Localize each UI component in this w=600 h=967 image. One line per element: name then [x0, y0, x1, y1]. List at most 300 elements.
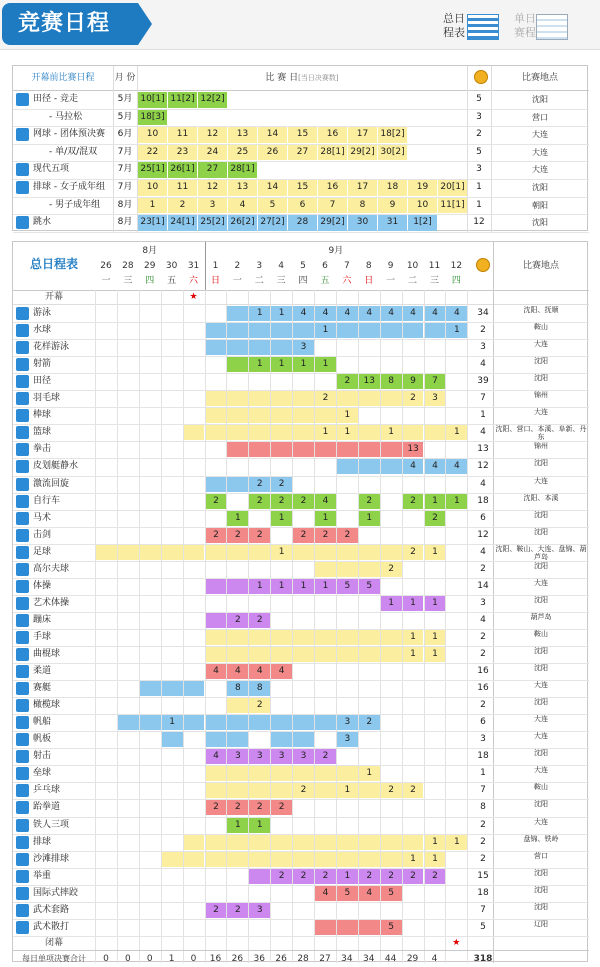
sport-name: 水球	[33, 325, 52, 336]
schedule-cell: 2	[206, 903, 227, 918]
day-number: 4	[278, 261, 284, 271]
schedule-cell	[206, 408, 227, 423]
sport-golds: 3	[480, 342, 486, 353]
schedule-cell	[359, 442, 380, 457]
table1-date-cell: 11	[168, 127, 197, 143]
sport-icon	[16, 580, 29, 593]
schedule-cell	[140, 715, 161, 730]
schedule-cell	[184, 835, 205, 850]
table1-date-cell: 8	[348, 198, 377, 214]
sport-name: 武术散打	[33, 921, 70, 932]
table1-dates-header: 比 赛 日[当日决赛数]	[265, 73, 339, 83]
table1-row-venue: 大连	[532, 130, 548, 140]
schedule-cell	[315, 783, 336, 798]
sport-icon	[16, 460, 29, 473]
schedule-cell: 4	[446, 459, 467, 474]
schedule-cell: 5	[337, 579, 358, 594]
schedule-cell: 1	[249, 818, 270, 833]
schedule-cell	[227, 357, 248, 372]
sport-venue: 沈阳、鞍山、大连、盘锦、葫芦岛	[495, 544, 587, 561]
sport-golds: 14	[477, 580, 489, 591]
schedule-cell	[227, 408, 248, 423]
table1-row-month: 6月	[117, 129, 133, 140]
schedule-cell: 2	[315, 749, 336, 764]
table1-date-cell: 29[2]	[318, 215, 347, 231]
sport-name: 拳击	[33, 444, 52, 455]
table1-date-cell: 3	[198, 198, 227, 214]
schedule-cell	[315, 562, 336, 577]
schedule-cell	[184, 681, 205, 696]
daily-schedule-icon[interactable]	[536, 14, 568, 40]
sport-icon	[16, 546, 29, 559]
table1-row-name: - 单/双/混双	[49, 146, 98, 157]
table1-date-cell: 17	[348, 180, 377, 196]
daily-total: 34	[363, 953, 375, 964]
schedule-cell	[249, 783, 270, 798]
sport-venue: 沈阳	[534, 664, 548, 673]
table1-row-name: 跳水	[33, 217, 52, 228]
schedule-cell: 1	[249, 357, 270, 372]
table1-date-cell: 23[1]	[138, 215, 167, 231]
schedule-cell	[293, 425, 314, 440]
schedule-cell	[271, 835, 292, 850]
weekday: 日	[210, 276, 220, 286]
table1-venue-header: 比赛地点	[521, 73, 558, 83]
sport-golds: 7	[480, 393, 486, 404]
sport-name: 自行车	[33, 495, 61, 506]
table1-date-cell: 25	[228, 145, 257, 161]
schedule-cell	[293, 391, 314, 406]
sport-golds: 12	[477, 529, 489, 540]
schedule-cell	[337, 391, 358, 406]
schedule-cell: 2	[206, 800, 227, 815]
table1-date-cell: 26[2]	[228, 215, 257, 231]
daily-total: 34	[341, 953, 353, 964]
schedule-cell: 1	[249, 306, 270, 321]
schedule-cell: 1	[337, 425, 358, 440]
schedule-cell	[162, 852, 183, 867]
schedule-cell: 2	[227, 613, 248, 628]
sport-golds: 13	[477, 444, 489, 455]
table1-date-cell: 27	[288, 145, 317, 161]
sport-venue: 大连	[534, 340, 548, 349]
sport-golds: 34	[477, 308, 489, 318]
schedule-cell: 1	[271, 306, 292, 321]
day-number: 9	[387, 261, 394, 271]
gold-medal-icon	[474, 70, 488, 84]
table1-row-name: 网球 - 团体预决赛	[33, 129, 105, 140]
table1-date-cell: 18	[378, 180, 407, 196]
schedule-cell	[271, 630, 292, 645]
schedule-cell: 1	[271, 511, 292, 526]
schedule-cell	[337, 647, 358, 662]
sport-name: 激流回旋	[33, 478, 70, 489]
schedule-cell: 1	[381, 425, 402, 440]
sport-golds: 2	[480, 563, 486, 574]
sport-name: 篮球	[33, 427, 52, 438]
schedule-cell: 2	[249, 800, 270, 815]
schedule-cell	[381, 630, 402, 645]
sport-venue: 大连	[534, 766, 548, 775]
schedule-cell	[206, 340, 227, 355]
schedule-cell: 5	[337, 886, 358, 901]
daily-total: 1	[168, 953, 175, 964]
table1-date-cell: 6	[288, 198, 317, 214]
schedule-cell	[315, 442, 336, 457]
schedule-cell	[315, 647, 336, 662]
schedule-cell	[227, 647, 248, 662]
schedule-cell	[249, 408, 270, 423]
sport-venue: 沈阳、本溪	[523, 493, 559, 502]
schedule-cell	[381, 442, 402, 457]
schedule-cell	[359, 920, 380, 935]
sport-golds: 6	[480, 717, 486, 728]
sport-venue: 沈阳	[534, 374, 548, 383]
schedule-cell: 8	[227, 681, 248, 696]
schedule-cell	[425, 425, 446, 440]
table1-date-cell: 1[2]	[408, 215, 437, 231]
schedule-cell: 2	[271, 800, 292, 815]
table1-row-venue: 沈阳	[532, 218, 548, 228]
sport-venue: 辽阳	[534, 919, 548, 928]
schedule-cell: 1	[446, 323, 467, 338]
schedule-cell: 2	[249, 613, 270, 628]
sport-golds: 12	[477, 461, 489, 472]
table1-row-name: - 男子成年组	[49, 199, 101, 210]
closing-star-icon: ★	[452, 937, 461, 948]
total-schedule-tab[interactable]: 总日 程表	[443, 12, 465, 39]
table1-date-cell: 31	[378, 215, 407, 231]
schedule-cell	[359, 852, 380, 867]
schedule-cell	[359, 835, 380, 850]
sport-golds: 39	[477, 376, 489, 387]
table1-date-cell: 20[1]	[438, 180, 467, 196]
sport-icon	[16, 716, 29, 729]
table1-date-cell: 19	[408, 180, 437, 196]
daily-total: 27	[319, 953, 331, 964]
schedule-cell: 3	[249, 903, 270, 918]
table1-date-cell: 9	[378, 198, 407, 214]
sport-name: 手球	[33, 631, 52, 642]
sport-venue: 沈阳	[534, 595, 548, 604]
schedule-cell	[249, 647, 270, 662]
schedule-cell: 2	[403, 494, 424, 509]
schedule-cell: 1	[425, 494, 446, 509]
table1-date-cell: 14	[258, 127, 287, 143]
sport-venue: 沈阳	[534, 647, 548, 655]
schedule-cell	[206, 766, 227, 781]
schedule-cell: 2	[381, 869, 402, 884]
sport-golds: 2	[480, 819, 486, 830]
schedule-cell	[293, 715, 314, 730]
sport-icon	[16, 648, 29, 661]
schedule-cell	[271, 391, 292, 406]
sport-name: 橄榄球	[33, 700, 61, 711]
schedule-cell: 1	[425, 852, 446, 867]
sport-venue: 大连	[534, 578, 548, 587]
schedule-cell	[206, 835, 227, 850]
table1-date-cell: 30[2]	[378, 145, 407, 161]
sport-golds: 2	[480, 836, 486, 847]
schedule-cell	[337, 545, 358, 560]
day-number: 6	[322, 261, 328, 271]
schedule-cell	[403, 835, 424, 850]
table1-date-cell: 24[1]	[168, 215, 197, 231]
schedule-cell: 4	[249, 664, 270, 679]
schedule-cell: 2	[359, 494, 380, 509]
overall-schedule-table	[12, 241, 588, 962]
sport-golds: 2	[480, 325, 486, 336]
sport-venue: 鞍山	[534, 783, 548, 792]
sport-name: 棒球	[33, 410, 52, 421]
total-schedule-icon[interactable]	[467, 14, 499, 40]
schedule-cell: 2	[403, 391, 424, 406]
table1-date-cell: 14	[258, 180, 287, 196]
schedule-cell: 4	[337, 306, 358, 321]
schedule-cell	[315, 835, 336, 850]
schedule-cell: 1	[381, 596, 402, 611]
schedule-cell: 1	[446, 835, 467, 850]
sport-icon	[16, 836, 29, 849]
schedule-cell	[249, 323, 270, 338]
schedule-cell	[381, 852, 402, 867]
table1-date-cell: 28	[288, 215, 317, 231]
schedule-cell	[293, 732, 314, 747]
table1-date-cell: 11	[168, 180, 197, 196]
sport-golds: 4	[480, 478, 486, 489]
schedule-cell	[271, 340, 292, 355]
sport-name: 帆船	[33, 717, 52, 728]
schedule-cell	[184, 852, 205, 867]
table1-date-cell: 10	[408, 198, 437, 214]
sport-venue: 沈阳	[534, 885, 548, 894]
schedule-cell	[249, 852, 270, 867]
schedule-cell: 13	[359, 374, 380, 389]
schedule-cell	[315, 545, 336, 560]
schedule-cell	[206, 783, 227, 798]
schedule-cell	[249, 545, 270, 560]
schedule-cell	[337, 835, 358, 850]
schedule-cell	[337, 920, 358, 935]
sport-venue: 沈阳	[534, 561, 548, 570]
daily-total: 4	[431, 953, 438, 964]
schedule-cell	[337, 852, 358, 867]
schedule-cell: 3	[337, 732, 358, 747]
weekday: 四	[145, 276, 155, 286]
table1-date-cell: 5	[258, 198, 287, 214]
day-number: 10	[406, 261, 419, 271]
schedule-cell: 5	[381, 886, 402, 901]
sport-name: 射击	[33, 751, 52, 762]
daily-total: 29	[406, 953, 419, 964]
schedule-cell	[315, 715, 336, 730]
table1-date-cell: 25[2]	[198, 215, 227, 231]
schedule-cell	[227, 340, 248, 355]
schedule-cell	[293, 766, 314, 781]
schedule-cell: 3	[337, 715, 358, 730]
table1-date-cell: 2	[168, 198, 197, 214]
sport-venue: 沈阳	[534, 510, 548, 519]
table1-date-cell: 12[2]	[198, 92, 227, 108]
schedule-cell	[359, 562, 380, 577]
schedule-cell: 1	[315, 579, 336, 594]
schedule-cell	[206, 630, 227, 645]
schedule-cell	[184, 545, 205, 560]
schedule-cell	[425, 323, 446, 338]
sport-name: 皮划艇静水	[33, 461, 79, 472]
sport-icon	[16, 921, 29, 934]
schedule-cell: 3	[271, 749, 292, 764]
sport-venue: 大连	[534, 732, 548, 741]
page-title: 竞赛日程	[2, 3, 138, 45]
schedule-cell	[249, 715, 270, 730]
schedule-cell	[227, 391, 248, 406]
weekday: 二	[254, 276, 264, 286]
schedule-cell	[249, 835, 270, 850]
sport-icon	[16, 614, 29, 627]
table1-dates-note: [当日决赛数]	[298, 74, 339, 82]
schedule-cell: 3	[227, 749, 248, 764]
table1-date-cell: 13	[228, 180, 257, 196]
schedule-cell	[271, 425, 292, 440]
weekday: 三	[123, 276, 133, 286]
schedule-cell	[249, 340, 270, 355]
schedule-cell: 5	[359, 579, 380, 594]
schedule-cell: 7	[425, 374, 446, 389]
daily-total: 16	[209, 953, 222, 964]
opening-star-icon: ★	[189, 292, 198, 302]
daily-total: 36	[253, 953, 265, 964]
table1-row-name: - 马拉松	[49, 111, 83, 122]
day-number: 30	[165, 261, 178, 271]
schedule-cell	[315, 852, 336, 867]
schedule-cell: 1	[337, 408, 358, 423]
sport-icon	[16, 181, 29, 194]
schedule-cell: 2	[293, 494, 314, 509]
schedule-cell	[227, 766, 248, 781]
sport-venue: 锦州	[534, 442, 548, 451]
weekday: 六	[189, 276, 199, 286]
sport-venue: 鞍山	[534, 323, 548, 332]
schedule-cell	[227, 698, 248, 713]
table1-date-cell: 11[2]	[168, 92, 197, 108]
table1-date-cell: 22	[138, 145, 167, 161]
schedule-cell	[206, 647, 227, 662]
schedule-cell	[271, 732, 292, 747]
daily-total-label: 每日单项决赛合计	[22, 953, 86, 963]
schedule-cell: 1	[425, 596, 446, 611]
schedule-cell: 4	[446, 306, 467, 321]
sport-icon	[16, 767, 29, 780]
schedule-cell	[227, 323, 248, 338]
table1-date-cell: 24	[198, 145, 227, 161]
sport-icon	[16, 478, 29, 491]
table1-date-cell: 15	[288, 127, 317, 143]
sport-name: 高尔夫球	[33, 563, 70, 574]
sport-venue: 葫芦岛	[530, 612, 552, 621]
schedule-cell	[381, 545, 402, 560]
sport-icon	[16, 699, 29, 712]
schedule-cell: 1	[227, 818, 248, 833]
schedule-cell	[403, 425, 424, 440]
day-number: 29	[144, 261, 156, 271]
schedule-cell: 1	[446, 494, 467, 509]
schedule-cell: 1	[315, 425, 336, 440]
table1-date-cell: 12	[198, 180, 227, 196]
pre-opening-schedule-table	[12, 65, 588, 231]
schedule-cell	[315, 920, 336, 935]
schedule-cell	[293, 442, 314, 457]
schedule-cell	[206, 732, 227, 747]
weekday: 一	[101, 276, 111, 286]
schedule-cell: 2	[381, 562, 402, 577]
sport-name: 帆板	[33, 734, 52, 745]
schedule-cell: 1	[315, 323, 336, 338]
schedule-cell	[249, 391, 270, 406]
schedule-cell	[271, 647, 292, 662]
table1-date-cell: 1	[138, 198, 167, 214]
weekday: 六	[342, 276, 352, 286]
schedule-cell: 3	[293, 340, 314, 355]
sport-icon	[16, 341, 29, 354]
sport-icon	[16, 887, 29, 900]
schedule-cell: 2	[206, 528, 227, 543]
table1-row-golds: 1	[476, 182, 482, 192]
schedule-cell	[293, 852, 314, 867]
schedule-cell	[359, 545, 380, 560]
schedule-cell	[206, 477, 227, 492]
table1-date-cell: 4	[228, 198, 257, 214]
weekday: 一	[386, 276, 396, 286]
table1-date-cell: 10	[138, 180, 167, 196]
schedule-cell	[337, 766, 358, 781]
schedule-cell: 4	[403, 459, 424, 474]
table1-row-golds: 2	[476, 129, 482, 140]
schedule-cell: 2	[293, 869, 314, 884]
schedule-cell: 2	[315, 869, 336, 884]
sport-golds: 2	[480, 631, 486, 642]
schedule-cell	[337, 442, 358, 457]
schedule-cell: 13	[403, 442, 424, 457]
schedule-cell	[359, 391, 380, 406]
daily-schedule-tab[interactable]: 单日 赛程	[514, 12, 536, 39]
sport-venue: 大连	[534, 408, 548, 417]
sport-name: 国际式摔跤	[33, 887, 79, 898]
sport-icon	[16, 93, 29, 106]
schedule-cell	[227, 732, 248, 747]
schedule-cell	[271, 783, 292, 798]
schedule-cell: 2	[227, 903, 248, 918]
sport-icon	[16, 563, 29, 576]
daily-total: 26	[275, 953, 287, 964]
sport-name: 马术	[33, 512, 52, 523]
table2-venue-header: 比赛地点	[522, 261, 559, 271]
day-number: 8	[365, 261, 372, 271]
schedule-cell: 2	[337, 374, 358, 389]
schedule-cell	[337, 630, 358, 645]
table1-row-venue: 沈阳	[532, 95, 548, 104]
schedule-cell: 2	[249, 528, 270, 543]
gold-medal-icon	[476, 258, 490, 272]
schedule-cell: 1	[249, 579, 270, 594]
sport-golds: 7	[480, 904, 486, 915]
table1-date-cell: 25[1]	[138, 162, 167, 178]
sport-golds: 18	[477, 495, 489, 506]
schedule-cell	[359, 425, 380, 440]
table1-date-cell: 16	[318, 127, 347, 143]
schedule-cell: 2	[403, 869, 424, 884]
sport-icon	[16, 392, 29, 405]
